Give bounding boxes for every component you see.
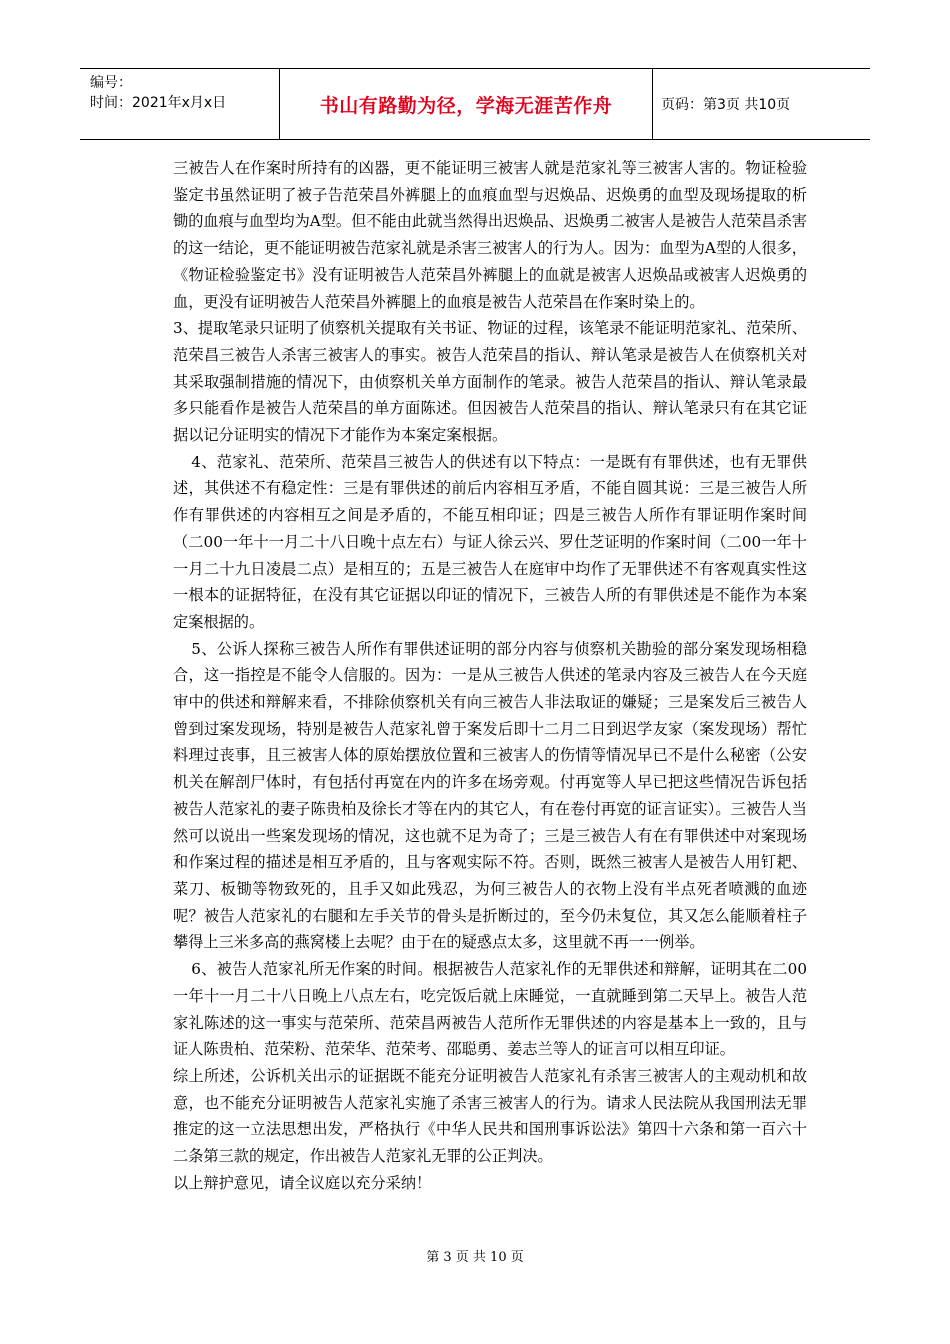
paragraph-5: 6、被告人范家礼所无作案的时间。根据被告人范家礼作的无罪供述和辩解，证明其在二00一年十一月二十八日晚上八点左右，吃完饭后就上床睡觉，一直就睡到第二天早上。被告人范家礼陈述的这一事实与范荣所、范荣昌两被告人范所作无罪供述的内容是基本上一致的，且与证人陈贵柏、范荣粉、范荣华、范荣考、邵聪勇、姜志兰等人的证言可以相互印证。 <box>173 960 807 1059</box>
page-footer: 第 3 页 共 10 页 <box>426 1250 524 1265</box>
paragraph-4: 5、公诉人探称三被告人所作有罪供述证明的部分内容与侦察机关勘验的部分案发现场相稳合，这一指控是不能令人信服的。因为：一是从三被告人供述的笔录内容及三被告人在今天庭审中的供述和辩解来看，不排除侦察机关有向三被告人非法取证的嫌疑；三是案发后三被告人曾到过案发现场，特别是被告人范家礼曾于案发后即十二月二日到迟学友家（案发现场）帮忙料理过丧事，且三被害人体的原始摆放位置和三被害人的伤情等情况早已不是什么秘密（公安机关在解剖尸体时，有包括付再宽在内的许多在场旁观。付再宽等人早已把这些情况告诉包括被告人范家礼的妻子陈贵柏及徐长才等在内的其它人，有在卷付再宽的证言证实）。三被告人当然可以说出一些案发现场的情况，这也就不足为奇了；三是三被告人有在有罪供述中对案现场和作案过程的描述是相互矛盾的，且与客观实际不符。否则，既然三被害人是被告人用钉耙、菜刀、板锄等物致死的，且手又如此残忍，为何三被告人的衣物上没有半点死者喷溅的血迹呢？被告人范家礼的右腿和左手关节的骨头是折断过的，至今仍未复位，其又怎么能顺着柱子攀得上三米多高的燕窝楼上去呢？由于在的疑惑点太多，这里就不再一一例举。 <box>173 639 807 952</box>
header-meta <box>80 69 280 139</box>
document-body <box>173 155 807 1196</box>
paragraph-3: 4、范家礼、范荣所、范荣昌三被告人的供述有以下特点：一是既有有罪供述，也有无罪供述，其供述不有稳定性：三是有罪供述的前后内容相互矛盾，不能自圆其说：三是三被告人所作有罪供述的内容相互之间是矛盾的，不能互相印证；四是三被告人所作有罪证明作案时间（二00一年十一月二十八日晚十点左右）与证人徐云兴、罗仕芝证明的作案时间（二00一年十一月二十九日凌晨二点）是相互的；五是三被告人在庭审中均作了无罪供述不有客观真实性这一根本的证据特征，在没有其它证据以印证的情况下，三被告人所的有罪供述是不能作为本案定案根据的。 <box>173 452 807 631</box>
paragraph-2: 3、提取笔录只证明了侦察机关提取有关书证、物证的过程，该笔录不能证明范家礼、范荣所、范荣昌三被告人杀害三被害人的事实。被告人范荣昌的指认、辩认笔录是被告人在侦察机关对其采取强制措施的情况下，由侦察机关单方面制作的笔录。被告人范荣昌的指认、辩认笔录最多只能看作是被告人范荣昌的单方面陈述。但因被告人范荣昌的指认、辩认笔录只有在其它证据以记分证明实的情况下才能作为本案定案根据。 <box>173 319 807 445</box>
document-number-label: 编号： <box>90 75 132 91</box>
header-page-number: 页码：第3页 共10页 <box>661 97 791 113</box>
paragraph-1: 三被告人在作案时所持有的凶器，更不能证明三被害人就是范家礼等三被害人害的。物证检验鉴定书虽然证明了被子告范荣昌外裤腿上的血痕血型与迟焕品、迟焕勇的血型及现场提取的析锄的血痕与血型均为A型。但不能由此就当然得出迟焕品、迟焕勇二被害人是被告人范荣昌杀害的这一结论，更不能证明被告范家礼就是杀害三被害人的行为人。因为：血型为A型的人很多，《物证检验鉴定书》没有证明被告人范荣昌外裤腿上的血就是被害人迟焕品或被害人迟焕勇的血，更没有证明被告人范荣昌外裤腿上的血痕是被告人范荣昌在作案时染上的。 <box>173 159 807 311</box>
page-header <box>80 68 870 140</box>
paragraph-6: 综上所述，公诉机关出示的证据既不能充分证明被告人范家礼有杀害三被害人的主观动机和故意，也不能充分证明被告人范家礼实施了杀害三被害人的行为。请求人民法院从我国刑法无罪推定的这一立法思想出发，严格执行《中华人民共和国刑事诉讼法》第四十六条和第一百六十二条第三款的规定，作出被告人范家礼无罪的公正判决。 <box>173 1066 807 1166</box>
paragraph-7: 以上辩护意见，请全议庭以充分采纳！ <box>173 1173 432 1192</box>
header-motto: 书山有路勤为径，学海无涯苦作舟 <box>280 69 653 139</box>
document-time-label: 时间：2021年x月x日 <box>90 95 227 111</box>
